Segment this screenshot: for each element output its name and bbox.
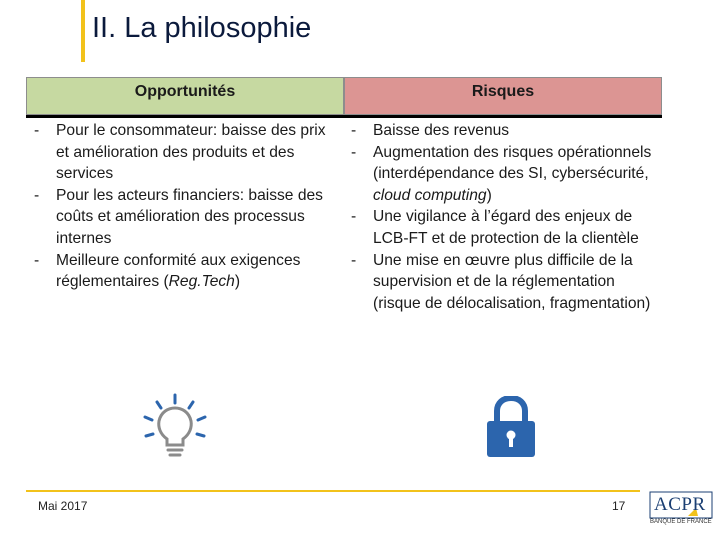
risk-text: Augmentation des risques opérationnels (interdépendance des SI, cybersécurité, cloud computing) [373, 143, 652, 204]
risks-list [351, 120, 657, 314]
footer-divider [26, 490, 640, 492]
lightbulb-icon [140, 393, 210, 463]
slide-title: II. La philosophie [92, 12, 312, 44]
risk-item-supervision [351, 250, 657, 315]
risks-header: Risques [344, 77, 662, 115]
risk-text: Une mise en œuvre plus difficile de la supervision et de la réglementation (risque de délocalisation, fragmentation) [373, 251, 651, 312]
page-number: 17 [612, 499, 626, 513]
footer-date: Mai 2017 [38, 499, 88, 513]
risk-item-lcbft [351, 206, 657, 249]
opportunity-item-regtech [34, 250, 338, 293]
opportunity-text: Pour les acteurs financiers: baisse des coûts et amélioration des processus internes [56, 186, 323, 247]
opportunity-item-consumer [34, 120, 338, 185]
risk-text: Une vigilance à l’égard des enjeux de LCB-FT et de protection de la clientèle [373, 208, 639, 247]
opportunities-header: Opportunités [26, 77, 344, 115]
opportunity-item-financial-actors [34, 185, 338, 250]
risk-item-revenue [351, 120, 657, 142]
opportunity-text-prefix: Meilleure conformité aux exigences réglementaires (Reg.Tech) [56, 251, 301, 291]
risk-item-operational [351, 142, 657, 207]
table-divider [26, 115, 662, 118]
acpr-logo [648, 490, 714, 534]
opportunities-list [34, 120, 338, 293]
opportunity-text: Pour le consommateur: baisse des prix et amélioration des produits et des services [56, 122, 326, 183]
risk-text: Baisse des revenus [373, 122, 510, 139]
banque-de-france-text: BANQUE DE FRANCE [650, 519, 712, 525]
title-accent-bar [81, 0, 85, 62]
padlock-icon [484, 396, 538, 458]
acpr-logo-text: ACPR [654, 494, 706, 515]
